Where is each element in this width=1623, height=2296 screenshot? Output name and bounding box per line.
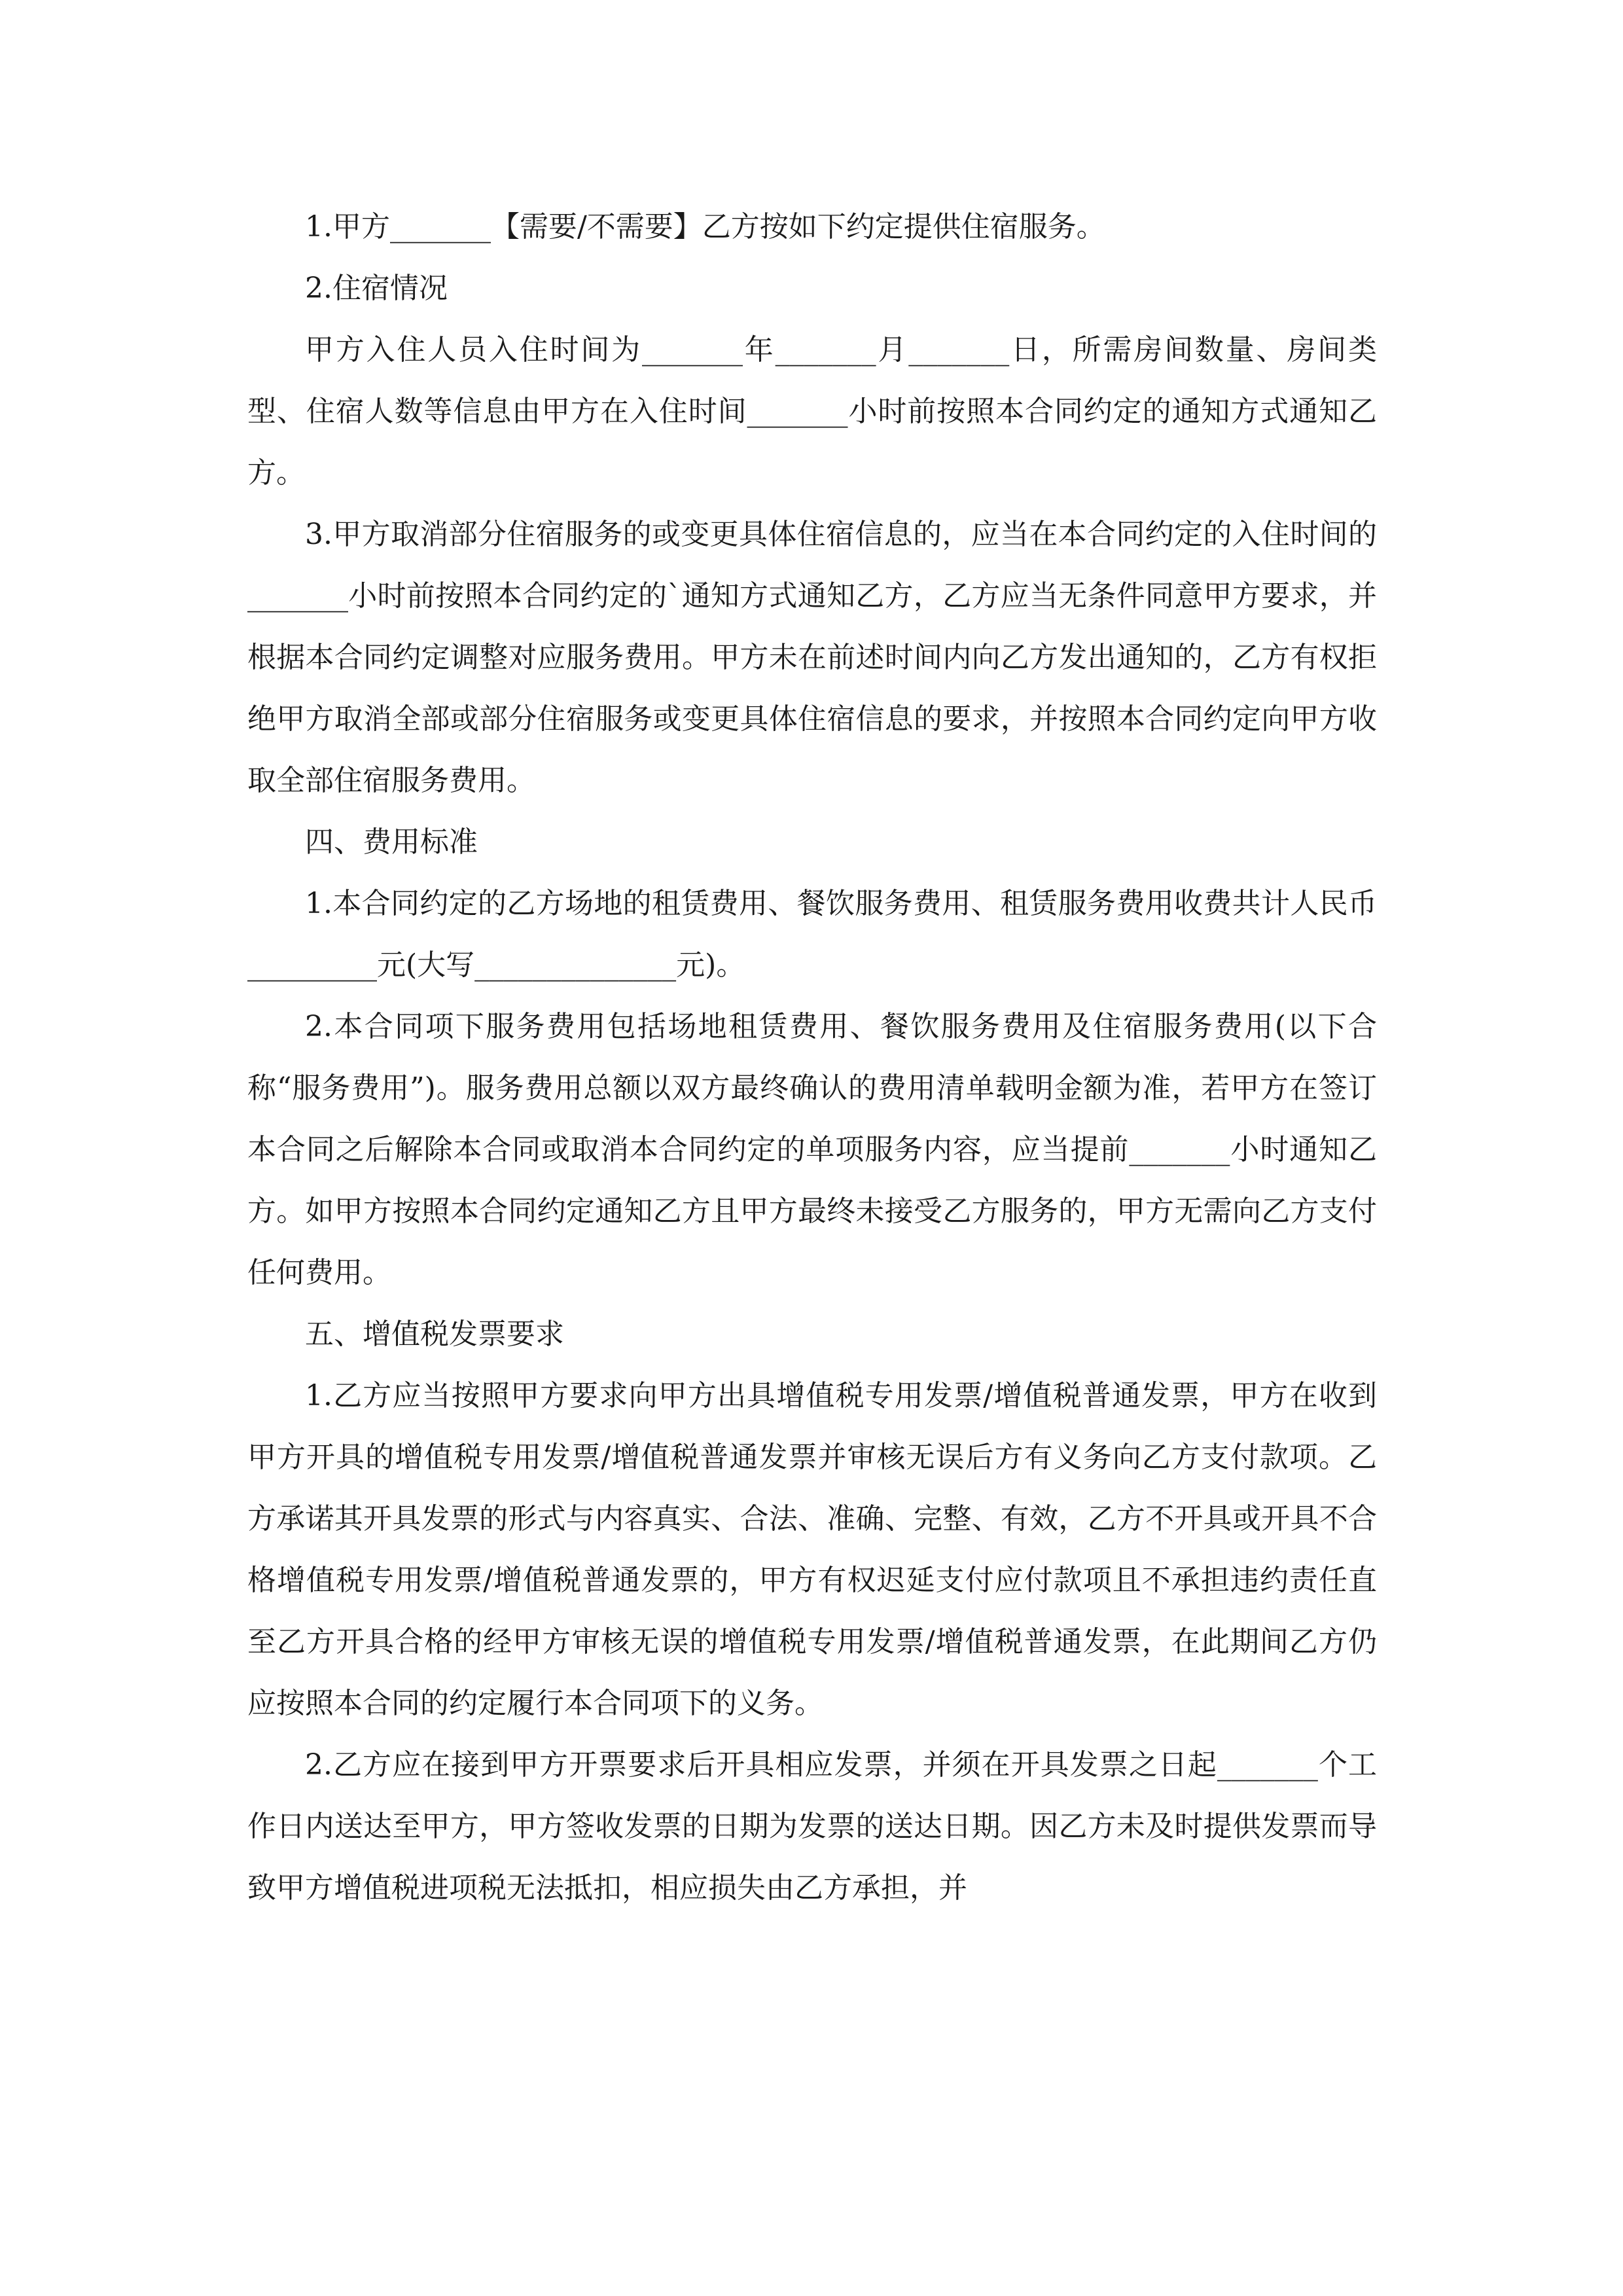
clause-lodging-details-heading: 2.住宿情况 [305, 272, 448, 305]
clause-checkin-time: 甲方入住人员入住时间为_______年_______月_______日，所需房间数量、房间类型、住宿人数等信息由甲方在入住时间_______小时前按照本合同约定的通知方式通知乙方。 [247, 333, 1377, 490]
contract-page [247, 196, 1377, 1919]
clause-vat-invoice-delivery: 2.乙方应在接到甲方开票要求后开具相应发票，并须在开具发票之日起_______个工作日内送达至甲方，甲方签收发票的日期为发票的送达日期。因乙方未及时提供发票而导致甲方增值税进项税无法抵扣，相应损失由乙方承担，并 [247, 1748, 1377, 1905]
section-heading-fees: 四、费用标准 [305, 825, 478, 859]
section-heading-vat-invoice: 五、增值税发票要求 [305, 1318, 564, 1351]
clause-lodging-need: 1.甲方_______【需要/不需要】乙方按如下约定提供住宿服务。 [305, 210, 1105, 243]
clause-vat-invoice-issue: 1.乙方应当按照甲方要求向甲方出具增值税专用发票/增值税普通发票，甲方在收到甲方开具的增值税专用发票/增值税普通发票并审核无误后方有义务向乙方支付款项。乙方承诺其开具发票的形式与内容真实、合法、准确、完整、有效，乙方不开具或开具不合格增值税专用发票/增值税普通发票的，甲方有权迟延支付应付款项且不承担违约责任直至乙方开具合格的经甲方审核无误的增值税专用发票/增值税普通发票，在此期间乙方仍应按照本合同的约定履行本合同项下的义务。 [247, 1379, 1377, 1720]
clause-cancellation: 3.甲方取消部分住宿服务的或变更具体住宿信息的，应当在本合同约定的入住时间的_______小时前按照本合同约定的`通知方式通知乙方，乙方应当无条件同意甲方要求，并根据本合同约定调整对应服务费用。甲方未在前述时间内向乙方发出通知的，乙方有权拒绝甲方取消全部或部分住宿服务或变更具体住宿信息的要求，并按照本合同约定向甲方收取全部住宿服务费用。 [247, 518, 1377, 797]
clause-service-fees: 2.本合同项下服务费用包括场地租赁费用、餐饮服务费用及住宿服务费用(以下合称“服务费用”)。服务费用总额以双方最终确认的费用清单载明金额为准，若甲方在签订本合同之后解除本合同或取消本合同约定的单项服务内容，应当提前_______小时通知乙方。如甲方按照本合同约定通知乙方且甲方最终未接受乙方服务的，甲方无需向乙方支付任何费用。 [247, 1010, 1377, 1289]
clause-fee-total: 1.本合同约定的乙方场地的租赁费用、餐饮服务费用、租赁服务费用收费共计人民币_________元(大写______________元)。 [247, 887, 1377, 982]
